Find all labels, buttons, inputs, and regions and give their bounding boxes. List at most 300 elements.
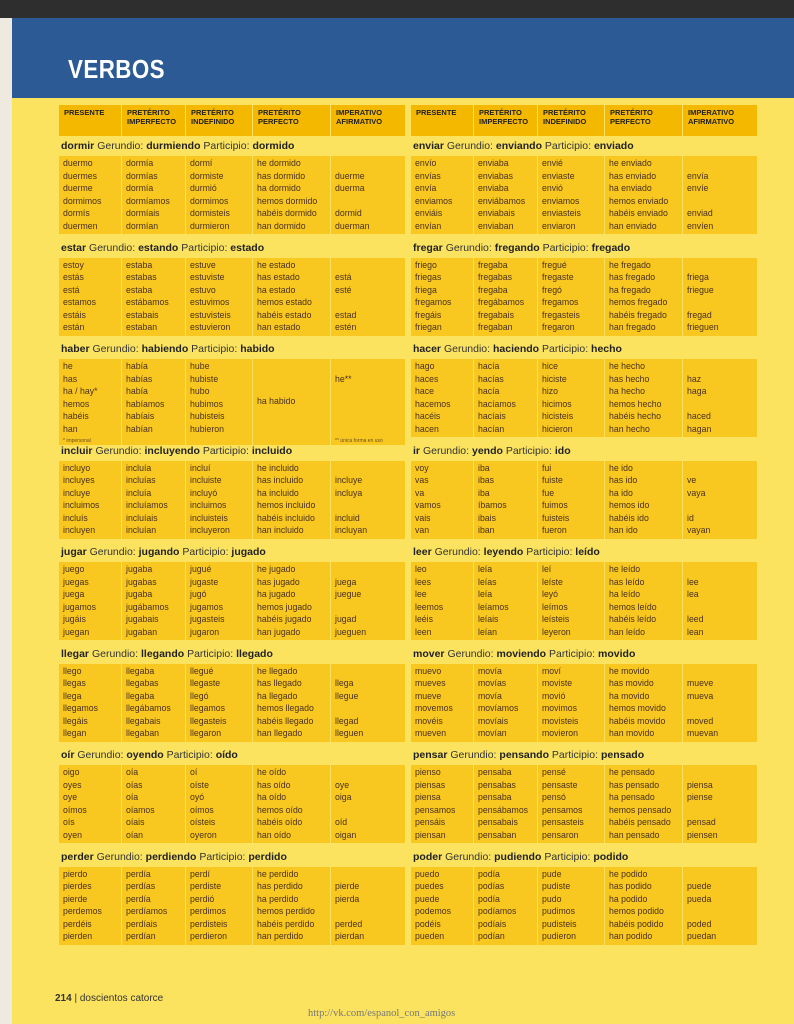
conjugation-form: llegad <box>335 715 359 727</box>
conjugation-form: vais <box>415 512 431 524</box>
header-cell: PRETÉRITO PERFECTO <box>252 105 330 136</box>
conjugation-form: pensabais <box>478 817 518 829</box>
conjugation-form: hemos pensado <box>609 804 672 816</box>
conjugation-form: incluyó <box>190 487 218 499</box>
conjugation-form: habéis <box>63 411 89 423</box>
conjugation-form: incluyes <box>63 475 95 487</box>
participio-value: jugado <box>231 546 266 558</box>
conjugation-form: estén <box>335 322 357 334</box>
gerundio-value: pensando <box>499 749 549 761</box>
conjugation-form: he estado <box>257 259 296 271</box>
conjugation-form: habéis pensado <box>609 817 671 829</box>
conjugation-form: habéis podido <box>609 918 664 930</box>
verb-infinitive: leer <box>413 546 432 558</box>
conjugation-form: estabais <box>126 309 159 321</box>
tense-cell <box>682 664 757 742</box>
tense-cell <box>473 258 537 336</box>
empty-slot <box>335 906 405 919</box>
conjugation-form: habéis estado <box>257 309 312 321</box>
tense-cell <box>473 156 537 234</box>
conjugation-form: pensamos <box>415 804 456 816</box>
conjugation-form: leía <box>478 564 493 575</box>
conjugation-form: habéis dormido <box>257 208 317 220</box>
conjugation-form: pierdo <box>63 868 88 880</box>
participio-value: enviado <box>593 140 634 152</box>
conjugation-form: has movido <box>609 678 654 690</box>
gerundio-value: durmiendo <box>146 140 201 152</box>
conjugation-form: puede <box>415 893 440 905</box>
conjugation-form: fregaban <box>478 322 513 334</box>
tense-cell <box>59 359 121 445</box>
empty-slot <box>335 500 405 513</box>
conjugation-form: leísteis <box>542 614 570 626</box>
conjugation-form: fui <box>542 462 552 474</box>
conjugation-form: han podido <box>609 931 653 943</box>
tense-cell <box>604 765 682 843</box>
conjugation-form: lea <box>687 589 699 601</box>
conjugation-form: pierde <box>335 881 360 893</box>
gerundio-label: Gerundio: <box>91 647 139 660</box>
conjugation-grid <box>59 765 405 843</box>
conjugation-form: estuvo <box>190 284 216 296</box>
conjugation-form: piensan <box>415 829 446 841</box>
conjugation-form: dormías <box>126 170 158 182</box>
conjugation-form: esté <box>335 284 352 296</box>
conjugation-form: puedo <box>415 868 440 880</box>
conjugation-form: habían <box>126 423 153 435</box>
page-number-words: doscientos catorce <box>79 993 164 1004</box>
conjugation-form: enviaste <box>542 170 575 182</box>
conjugation-form: hubisteis <box>190 411 225 423</box>
header-cell: IMPERATIVO AFIRMATIVO <box>682 105 757 136</box>
participio-value: dormido <box>252 140 295 152</box>
tense-cell <box>252 156 330 234</box>
conjugation-form: habéis jugado <box>257 614 312 626</box>
conjugation-form: incluyan <box>335 525 368 537</box>
conjugation-form: habéis oído <box>257 817 303 829</box>
tense-cell <box>537 461 604 539</box>
conjugation-form: ha fregado <box>609 284 651 296</box>
tense-cell <box>185 765 252 843</box>
empty-slot <box>335 666 405 679</box>
conjugation-form: he podido <box>609 868 648 880</box>
conjugation-form: han dormido <box>257 220 306 232</box>
empty-slot <box>687 666 757 679</box>
conjugation-form: habéis llegado <box>257 715 314 727</box>
header-cell: PRETÉRITO INDEFINIDO <box>537 105 604 136</box>
conjugation-form: jugabas <box>126 576 157 588</box>
conjugation-form: hubiste <box>190 373 219 385</box>
conjugation-form: jugaba <box>126 589 153 601</box>
conjugation-form: incluyo <box>63 462 91 474</box>
conjugation-form: fregó <box>542 284 562 296</box>
verb-title <box>59 847 405 867</box>
conjugation-form: piensas <box>415 779 446 791</box>
conjugation-form: incluís <box>63 512 88 524</box>
conjugation-form: oía <box>126 792 139 804</box>
conjugation-form: he fregado <box>609 259 651 271</box>
conjugation-form: pensaba <box>478 792 512 804</box>
conjugation-form: hemos estado <box>257 297 312 309</box>
conjugation-grid <box>59 359 405 444</box>
conjugation-form: están <box>63 322 85 334</box>
conjugation-form: movimos <box>542 703 577 715</box>
conjugation-form: perdieron <box>190 931 227 943</box>
conjugation-grid <box>59 156 405 234</box>
conjugation-form: fregabais <box>478 309 514 321</box>
conjugation-form: han ido <box>609 525 638 537</box>
conjugation-form: envío <box>415 158 437 169</box>
participio-label: Participio: <box>166 749 213 761</box>
conjugation-form: durmieron <box>190 220 230 232</box>
tense-cell <box>537 867 604 945</box>
gerundio-value: llegando <box>140 647 185 660</box>
conjugation-form: hemos dormido <box>257 195 318 207</box>
participio-label: Participio: <box>544 850 591 863</box>
verb-infinitive: oír <box>61 749 75 761</box>
conjugation-form: ha incluido <box>257 487 299 499</box>
footnote: * impersonal <box>63 437 91 444</box>
participio-label: Participio: <box>182 546 229 558</box>
conjugation-form: jugáis <box>63 614 86 626</box>
conjugation-form: oíais <box>126 817 145 829</box>
conjugation-form: perdíais <box>126 918 158 930</box>
participio-value: movido <box>598 647 636 660</box>
conjugation-form: poded <box>687 918 712 930</box>
verb-block <box>59 644 405 746</box>
conjugation-form: ha oído <box>257 792 287 804</box>
conjugation-form: has fregado <box>609 272 656 284</box>
conjugation-form: llegabais <box>126 715 161 727</box>
conjugation-form: hemos llegado <box>257 703 314 715</box>
tense-cell <box>411 258 473 336</box>
tense-cell <box>252 258 330 336</box>
conjugation-form: haced <box>687 411 711 423</box>
participio-label: Participio: <box>542 241 589 254</box>
header-cell: PRESENTE <box>59 105 121 136</box>
conjugation-form: estuvisteis <box>190 309 231 321</box>
conjugation-form: haces <box>415 373 439 385</box>
header-cell: PRETÉRITO PERFECTO <box>604 105 682 136</box>
conjugation-form: pensaba <box>478 767 512 778</box>
conjugation-form: jugabais <box>126 614 159 626</box>
conjugation-form: había <box>126 386 148 398</box>
gerundio-label: Gerundio: <box>445 850 492 863</box>
conjugation-form: he enviado <box>609 158 652 169</box>
conjugation-form: ha habido <box>257 396 296 408</box>
conjugation-form: llegábamos <box>126 703 171 715</box>
participio-label: Participio: <box>551 749 599 761</box>
conjugation-form: piensa <box>415 792 441 804</box>
tense-cell <box>682 765 757 843</box>
conjugation-form: he pensado <box>609 767 655 778</box>
conjugation-form: estabas <box>126 272 157 284</box>
conjugation-form: fregamos <box>415 297 452 309</box>
conjugation-form: estaba <box>126 284 153 296</box>
conjugation-form: pensáis <box>415 817 446 829</box>
conjugation-form: leí <box>542 564 552 575</box>
conjugation-form: ibais <box>478 512 496 524</box>
participio-value: pensado <box>600 749 645 761</box>
conjugation-form: dormisteis <box>190 208 230 220</box>
conjugation-form: ha leído <box>609 589 641 601</box>
conjugation-form: pienso <box>415 767 441 778</box>
conjugation-form: han pensado <box>609 829 660 841</box>
conjugation-form: juegas <box>63 576 89 588</box>
conjugation-form: pensamos <box>542 804 583 816</box>
conjugation-form: hemos podido <box>609 906 664 918</box>
conjugation-form: movías <box>478 678 507 690</box>
conjugation-form: llegaba <box>126 665 155 677</box>
conjugation-form: fregabas <box>478 272 513 284</box>
conjugation-form: has dormido <box>257 170 306 182</box>
tense-cell <box>59 156 121 234</box>
participio-value: leído <box>575 546 600 558</box>
tense-cell <box>682 359 757 437</box>
tense-cell <box>411 359 473 437</box>
conjugation-form: ha enviado <box>609 183 652 195</box>
tense-cell <box>473 765 537 843</box>
conjugation-form: movéis <box>415 715 443 727</box>
conjugation-form: envié <box>542 158 563 169</box>
table-header-row <box>59 105 405 136</box>
tense-cell <box>604 461 682 539</box>
conjugation-form: jugábamos <box>126 601 169 613</box>
verb-title <box>59 644 405 664</box>
conjugation-form: han incluido <box>257 525 304 537</box>
conjugation-form: habéis fregado <box>609 309 667 321</box>
tense-cell <box>252 562 330 640</box>
conjugation-form: ha dormido <box>257 183 301 195</box>
conjugation-form: movieron <box>542 728 578 740</box>
conjugation-form: vayan <box>687 525 711 537</box>
tense-cell <box>121 867 185 945</box>
conjugation-form: lee <box>687 576 699 588</box>
conjugation-form: mueves <box>415 678 446 690</box>
conjugation-form: habéis movido <box>609 715 666 727</box>
tense-cell <box>121 258 185 336</box>
conjugation-form: ha movido <box>609 690 650 702</box>
conjugation-form: leíste <box>542 576 563 588</box>
conjugation-form: durmió <box>190 183 217 195</box>
conjugation-form: vas <box>415 475 429 487</box>
conjugation-form: he** <box>335 373 352 385</box>
footnote: ** única forma en uso <box>335 437 383 444</box>
conjugation-grid <box>411 664 757 742</box>
tense-cell <box>185 156 252 234</box>
conjugation-form: van <box>415 525 430 537</box>
tense-cell <box>682 867 757 945</box>
gerundio-value: haciendo <box>493 343 540 355</box>
tense-cell <box>121 359 185 445</box>
conjugation-form: hubimos <box>190 398 224 410</box>
conjugation-form: hemos enviado <box>609 195 669 207</box>
conjugation-form: iba <box>478 462 490 474</box>
conjugation-form: he dormido <box>257 158 301 169</box>
conjugation-form: moviste <box>542 678 573 690</box>
conjugation-form: mueven <box>415 728 447 740</box>
conjugation-form: podemos <box>415 906 451 918</box>
tense-cell <box>473 562 537 640</box>
conjugation-form: estaban <box>126 322 158 334</box>
conjugation-form: incluíais <box>126 512 158 524</box>
tense-cell <box>252 765 330 843</box>
conjugation-form: podía <box>478 868 500 880</box>
conjugation-form: estuvimos <box>190 297 230 309</box>
conjugation-form: hacemos <box>415 398 451 410</box>
tense-cell <box>121 664 185 742</box>
conjugation-form: ha jugado <box>257 589 296 601</box>
tense-cell <box>411 765 473 843</box>
conjugation-grid <box>411 461 757 539</box>
conjugation-form: envía <box>687 170 709 182</box>
verb-title <box>411 644 757 664</box>
empty-slot <box>335 411 405 424</box>
conjugation-form: leo <box>415 564 427 575</box>
conjugation-form: leía <box>478 589 493 601</box>
conjugation-form: hacía <box>478 386 500 398</box>
verb-infinitive: haber <box>61 343 90 355</box>
empty-slot <box>335 158 405 171</box>
conjugation-form: llego <box>63 665 82 677</box>
verb-block <box>411 238 757 340</box>
conjugation-form: envíen <box>687 220 714 232</box>
conjugation-form: movisteis <box>542 715 579 727</box>
empty-slot <box>687 602 757 615</box>
empty-slot <box>335 805 405 818</box>
conjugation-form: llegaron <box>190 728 222 740</box>
conjugation-form: puede <box>687 881 712 893</box>
gerundio-label: Gerundio: <box>77 749 124 761</box>
conjugation-form: friegue <box>687 284 714 296</box>
empty-slot <box>687 361 757 374</box>
empty-slot <box>687 399 757 412</box>
participio-value: fregado <box>591 241 631 254</box>
empty-slot <box>687 805 757 818</box>
gerundio-label: Gerundio: <box>445 241 492 254</box>
conjugation-form: llegas <box>63 678 86 690</box>
participio-label: Participio: <box>199 850 246 863</box>
participio-label: Participio: <box>181 241 228 254</box>
conjugation-form: jugasteis <box>190 614 225 626</box>
verb-block <box>59 339 405 444</box>
conjugation-form: oye <box>335 779 350 791</box>
conjugation-form: he incluido <box>257 462 299 474</box>
conjugation-form: estuviste <box>190 272 225 284</box>
tense-cell <box>330 359 405 445</box>
participio-label: Participio: <box>202 444 249 457</box>
conjugation-form: llegaste <box>190 678 221 690</box>
conjugation-form: has oído <box>257 779 291 791</box>
conjugation-form: he <box>63 361 73 372</box>
verb-infinitive: mover <box>413 647 445 660</box>
tense-cell <box>411 156 473 234</box>
verb-title <box>411 745 757 765</box>
verb-block <box>411 847 757 949</box>
conjugation-form: leen <box>415 626 432 638</box>
tense-cell <box>59 664 121 742</box>
conjugation-form: llegabas <box>126 678 159 690</box>
conjugation-form: has ido <box>609 475 638 487</box>
verb-column-left <box>59 105 405 948</box>
tense-cell <box>682 156 757 234</box>
gerundio-label: Gerundio: <box>422 444 470 457</box>
gerundio-label: Gerundio: <box>447 647 494 660</box>
verb-title <box>411 339 757 359</box>
conjugation-form: jugaron <box>190 626 220 638</box>
conjugation-form: han fregado <box>609 322 656 334</box>
tense-cell <box>411 664 473 742</box>
verb-infinitive: incluir <box>61 444 93 457</box>
verb-block <box>59 745 405 847</box>
conjugation-grid <box>59 867 405 945</box>
tense-cell <box>537 562 604 640</box>
verb-infinitive: enviar <box>413 140 444 152</box>
participio-value: llegado <box>236 647 273 660</box>
gerundio-value: perdiendo <box>145 850 197 863</box>
conjugation-form: perded <box>335 918 363 930</box>
conjugation-form: podíamos <box>478 906 517 918</box>
conjugation-form: habíais <box>126 411 155 423</box>
verb-infinitive: llegar <box>61 647 90 660</box>
conjugation-form: jugaban <box>126 626 158 638</box>
conjugation-form: oíamos <box>126 804 155 816</box>
verb-block <box>59 136 405 238</box>
conjugation-form: había <box>126 361 148 372</box>
conjugation-form: he perdido <box>257 868 299 880</box>
verb-infinitive: ir <box>413 444 421 457</box>
conjugation-form: llegaba <box>126 690 155 702</box>
conjugation-form: leías <box>478 576 497 588</box>
conjugation-grid <box>59 562 405 640</box>
conjugation-form: hacéis <box>415 411 441 423</box>
conjugation-form: incluye <box>335 475 363 487</box>
conjugation-grid <box>59 461 405 539</box>
tense-cell <box>330 664 405 742</box>
verb-block <box>411 542 757 644</box>
conjugation-form: enviabais <box>478 208 515 220</box>
conjugation-form: han movido <box>609 728 655 740</box>
tense-cell <box>604 562 682 640</box>
conjugation-form: perdisteis <box>190 918 228 930</box>
conjugation-form: muevan <box>687 728 719 740</box>
conjugation-form: hemos oído <box>257 804 303 816</box>
conjugation-form: pude <box>542 868 562 880</box>
gerundio-value: habiendo <box>141 343 189 355</box>
conjugation-form: fuiste <box>542 475 563 487</box>
conjugation-form: juega <box>63 589 85 601</box>
conjugation-form: ve <box>687 475 697 487</box>
conjugation-form: han estado <box>257 322 301 334</box>
verb-infinitive: hacer <box>413 343 442 355</box>
verb-infinitive: perder <box>61 850 94 863</box>
tense-cell <box>59 461 121 539</box>
tense-cell <box>59 258 121 336</box>
conjugation-form: incluías <box>126 475 156 487</box>
conjugation-form: enviaron <box>542 220 576 232</box>
conjugation-form: enviad <box>687 208 713 220</box>
conjugation-form: fuisteis <box>542 512 570 524</box>
conjugation-form: han enviado <box>609 220 657 232</box>
conjugation-form: duermen <box>63 220 98 232</box>
conjugation-form: enviamos <box>415 195 453 207</box>
conjugation-form: fregasteis <box>542 309 580 321</box>
conjugation-form: envían <box>415 220 442 232</box>
conjugation-form: incluía <box>126 462 152 474</box>
conjugation-form: leíais <box>478 614 499 626</box>
conjugation-grid <box>411 765 757 843</box>
conjugation-form: envíe <box>687 183 709 195</box>
